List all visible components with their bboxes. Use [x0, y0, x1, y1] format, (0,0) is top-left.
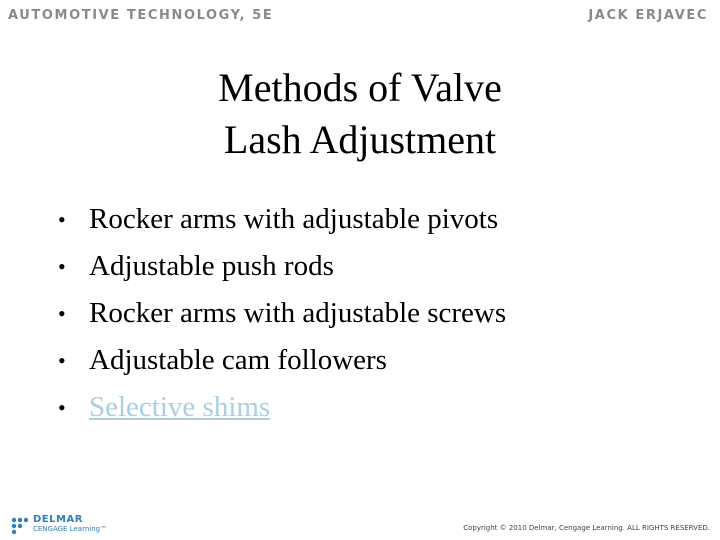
bullet-item: [58, 290, 506, 337]
logo-text-delmar: DELMAR: [33, 514, 83, 525]
slide-title: [0, 62, 720, 166]
bullet-item-link: [58, 384, 506, 431]
bullet-icon: •: [58, 395, 66, 420]
slide-title-line-1: Methods of Valve: [218, 65, 502, 110]
copyright-notice: Copyright © 2010 Delmar, Cengage Learning. ALL RIGHTS RESERVED.: [463, 524, 710, 532]
bullet-list: [58, 196, 506, 431]
bullet-text: Rocker arms with adjustable screws: [89, 297, 507, 329]
slide-title-line-2: Lash Adjustment: [223, 117, 497, 162]
bullet-icon: •: [58, 348, 66, 373]
header-bar: [0, 0, 720, 34]
book-title: AUTOMOTIVE TECHNOLOGY, 5E: [8, 8, 274, 23]
bullet-item: [58, 243, 506, 290]
delmar-logo-icon: [10, 516, 30, 534]
bullet-text: Adjustable push rods: [89, 250, 334, 282]
bullet-icon: •: [58, 254, 66, 279]
bullet-text: Rocker arms with adjustable pivots: [89, 203, 499, 235]
delmar-logo: [10, 514, 130, 536]
logo-text-cengage: CENGAGE Learning™: [33, 525, 108, 533]
bullet-item: [58, 196, 506, 243]
author-name: JACK ERJAVEC: [588, 8, 708, 23]
bullet-item: [58, 337, 506, 384]
bullet-text: Adjustable cam followers: [89, 344, 387, 376]
selective-shims-link[interactable]: Selective shims: [89, 391, 271, 423]
bullet-icon: •: [58, 207, 66, 232]
bullet-icon: •: [58, 301, 66, 326]
